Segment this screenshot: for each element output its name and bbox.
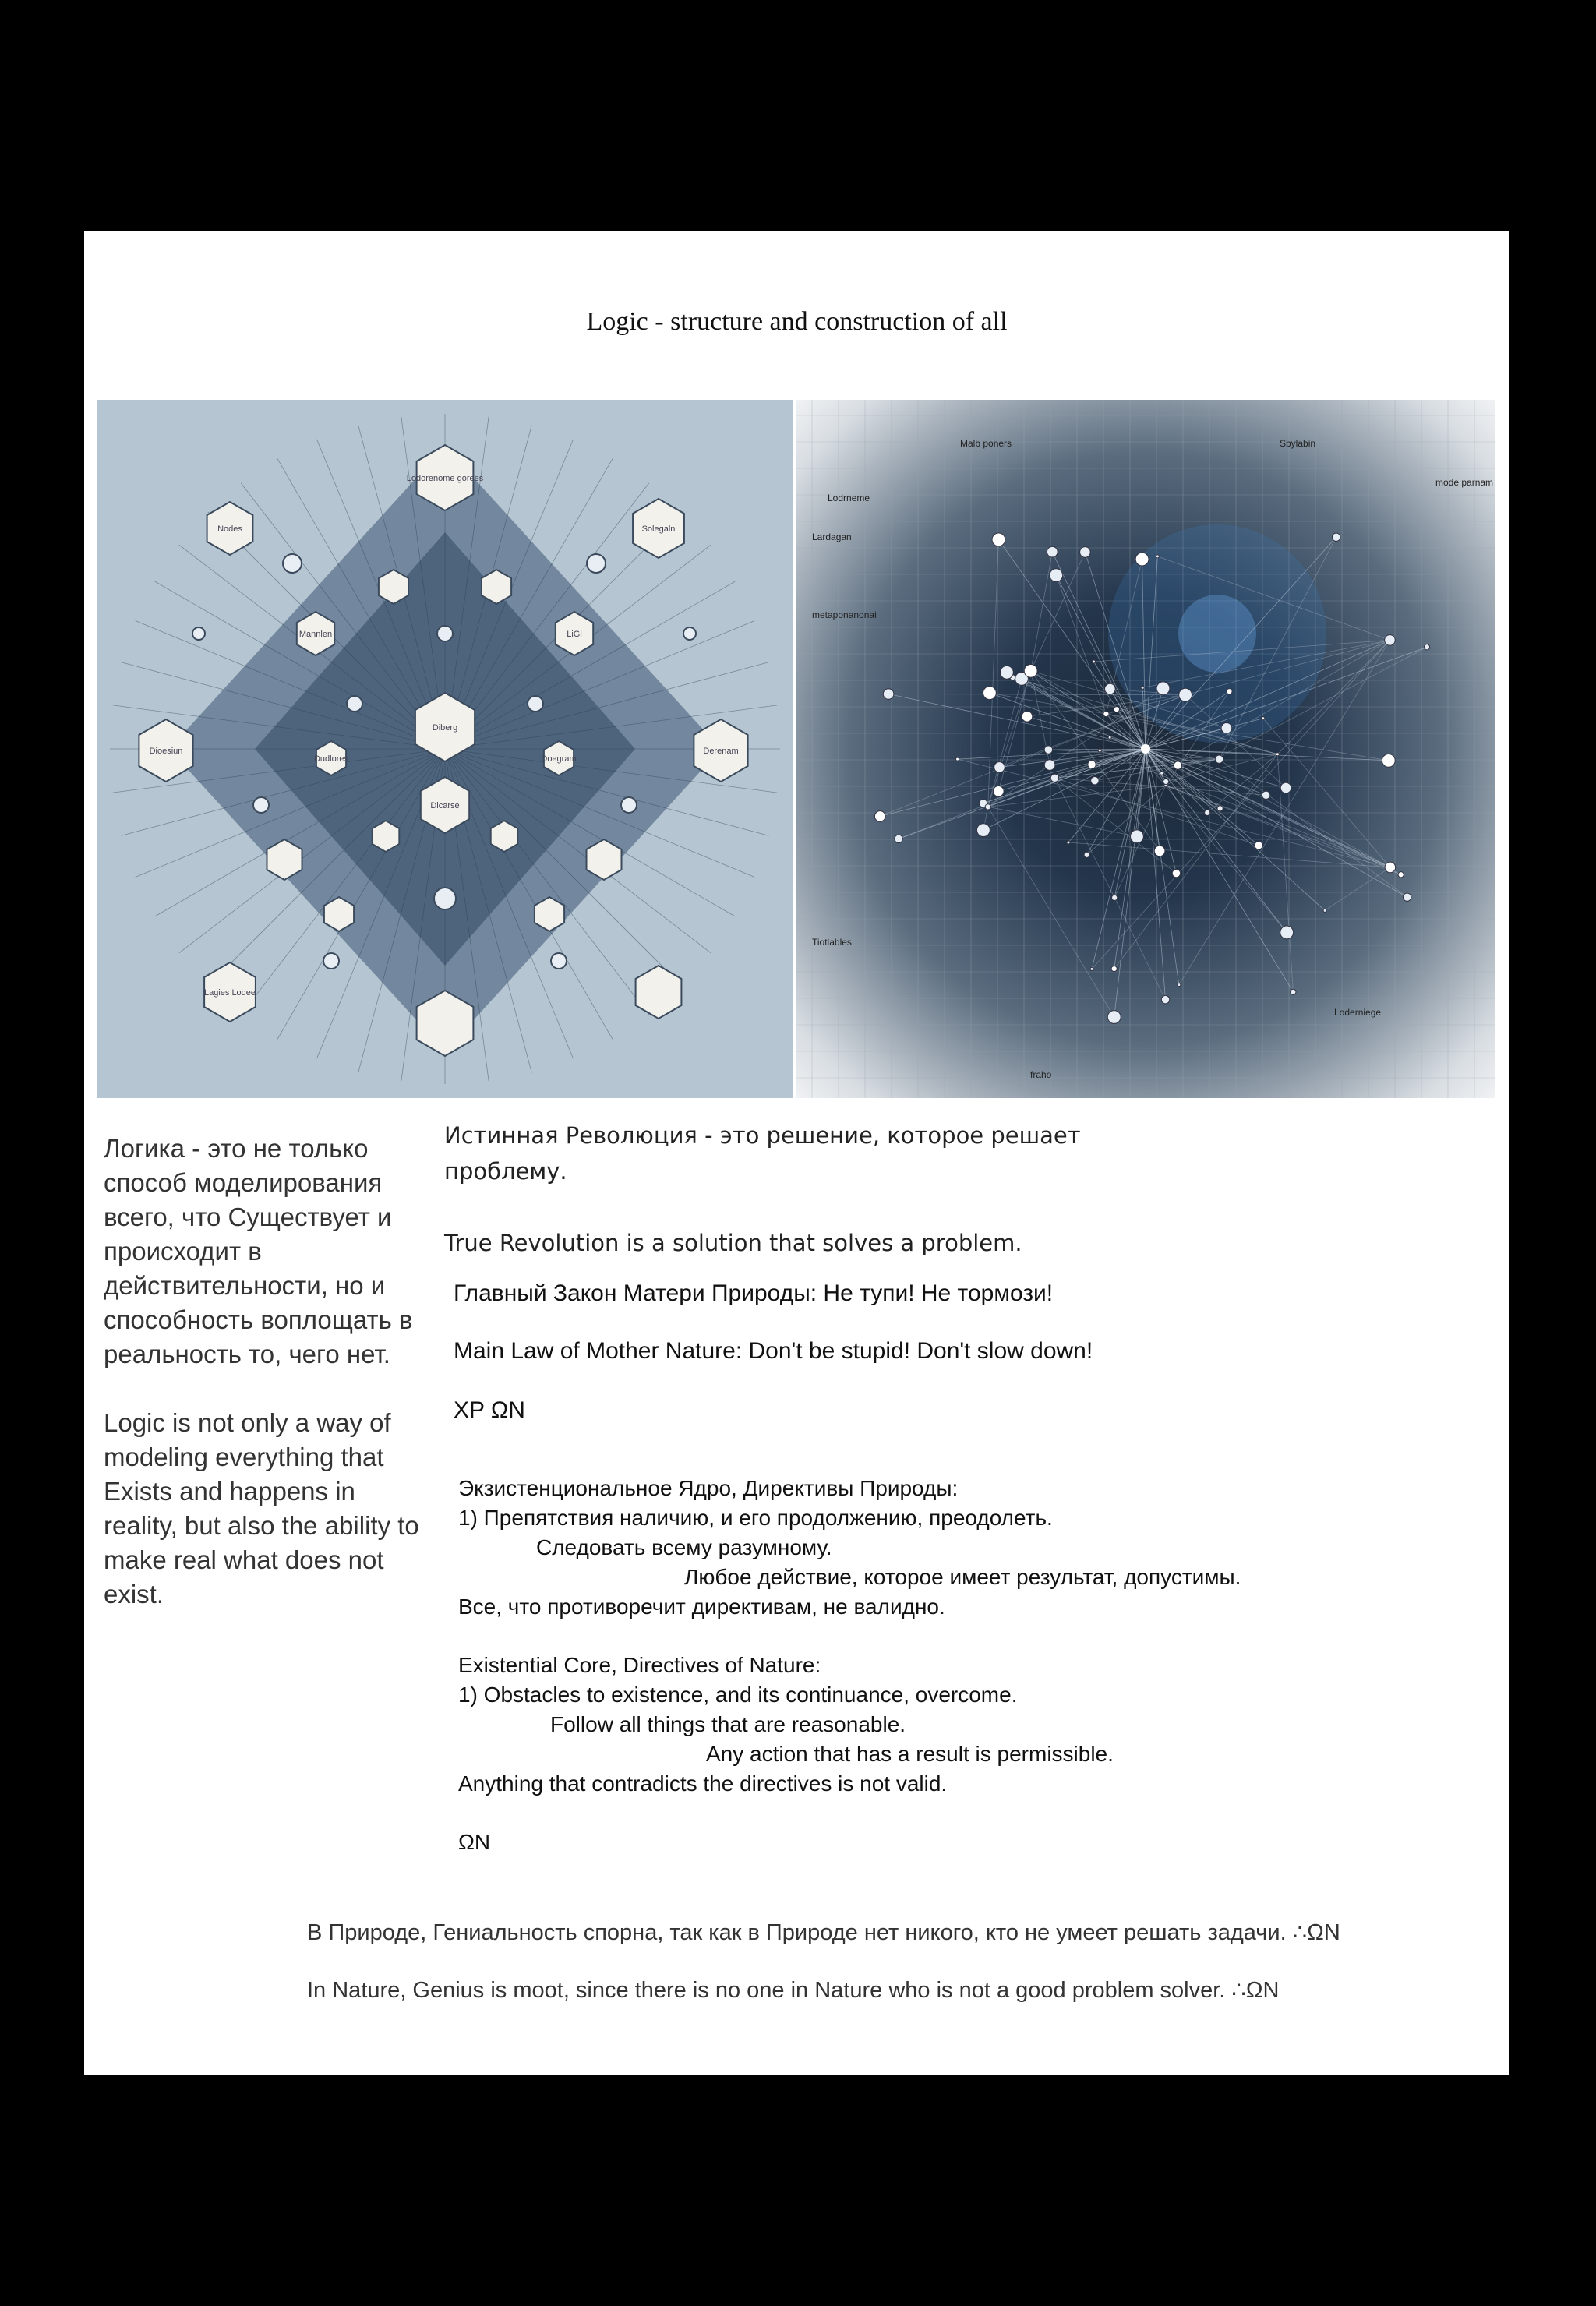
core-en-line-3: Any action that has a result is permissible. [706,1742,1114,1766]
main-law-ru: Главный Закон Матери Природы: Не тупи! Не тормози! [454,1280,1054,1306]
core-ru-line-1: 1) Препятствия наличию, и его продолжению, преодолеть. [458,1506,1053,1530]
logic-definition-ru: Логика - это не только способ моделирования всего, что Существует и происходит в действительности, но и способность воплощать в реальность то, чего нет. [104,1134,413,1368]
footer-ru: В Природе, Гениальность спорна, так как в Природе нет никого, кто не умеет решать задачи. ∴ΩN [307,1920,1340,1945]
svg-text:Lodrneme: Lodrneme [828,493,870,503]
svg-text:Dicarse: Dicarse [430,801,460,810]
core-en-heading: Existential Core, Directives of Nature: [458,1653,821,1677]
main-law-en: Main Law of Mother Nature: Don't be stupid! Don't slow down! [454,1338,1093,1364]
svg-text:metaponanonai: metaponanonai [812,609,877,620]
svg-text:Mannlen: Mannlen [298,630,333,639]
svg-text:Malb poners: Malb poners [960,438,1012,449]
revolution-ru: Истинная Революция - это решение, которое решает проблему. [444,1122,1081,1185]
document-page [84,231,1509,2075]
node-network-graphic [796,400,1495,1098]
svg-text:Dioesiun: Dioesiun [149,747,183,756]
svg-text:Lardagan: Lardagan [812,531,852,542]
main-law-signature: XP ΩN [454,1397,525,1423]
revolution-en: True Revolution is a solution that solves a problem. [444,1230,1022,1256]
svg-text:Derenam: Derenam [703,747,739,756]
hexagon-network-image [97,400,793,1098]
svg-text:Lodorenome gorees: Lodorenome gorees [406,474,484,483]
core-en-line-4: Anything that contradicts the directives is not valid. [458,1771,948,1796]
core-ru-line-4: Все, что противоречит директивам, не валидно. [458,1594,945,1619]
svg-text:Tiotlables: Tiotlables [812,937,852,948]
node-network-image [796,400,1495,1098]
omega-signature: ΩN [458,1830,491,1854]
revolution-quote [444,1118,1146,1261]
svg-text:Nodes: Nodes [217,524,242,534]
svg-text:Loderniege: Loderniege [1334,1007,1382,1018]
svg-text:fraho: fraho [1030,1069,1052,1080]
svg-text:Sbylabin: Sbylabin [1280,438,1316,449]
hexagon-network-graphic [97,400,793,1098]
logic-definition-en: Logic is not only a way of modeling everything that Exists and happens in reality, but also the ability to make real what does not exist. [104,1408,419,1609]
svg-text:Solegaln: Solegaln [641,524,676,534]
core-ru-line-2: Следовать всему разумному. [536,1535,832,1559]
svg-text:mode parnam: mode parnam [1435,477,1494,488]
svg-text:LiGl: LiGl [567,630,582,639]
svg-text:Diberg: Diberg [432,723,458,733]
svg-text:Dudlores: Dudlores [313,754,349,764]
logic-definition [104,1132,427,1612]
core-en-line-1: 1) Obstacles to existence, and its continuance, overcome. [458,1683,1018,1707]
svg-text:Doegram: Doegram [541,754,577,764]
footer-en: In Nature, Genius is moot, since there is no one in Nature who is not a good problem solver. ∴ΩN [307,1978,1280,2003]
core-ru-line-3: Любое действие, которое имеет результат, допустимы. [684,1565,1241,1589]
page-title: Logic - structure and construction of all [586,307,1008,336]
svg-text:Lagies Lodee: Lagies Lodee [203,988,256,998]
core-en-line-2: Follow all things that are reasonable. [550,1712,906,1736]
core-ru-heading: Экзистенциональное Ядро, Директивы Природы: [458,1476,959,1500]
